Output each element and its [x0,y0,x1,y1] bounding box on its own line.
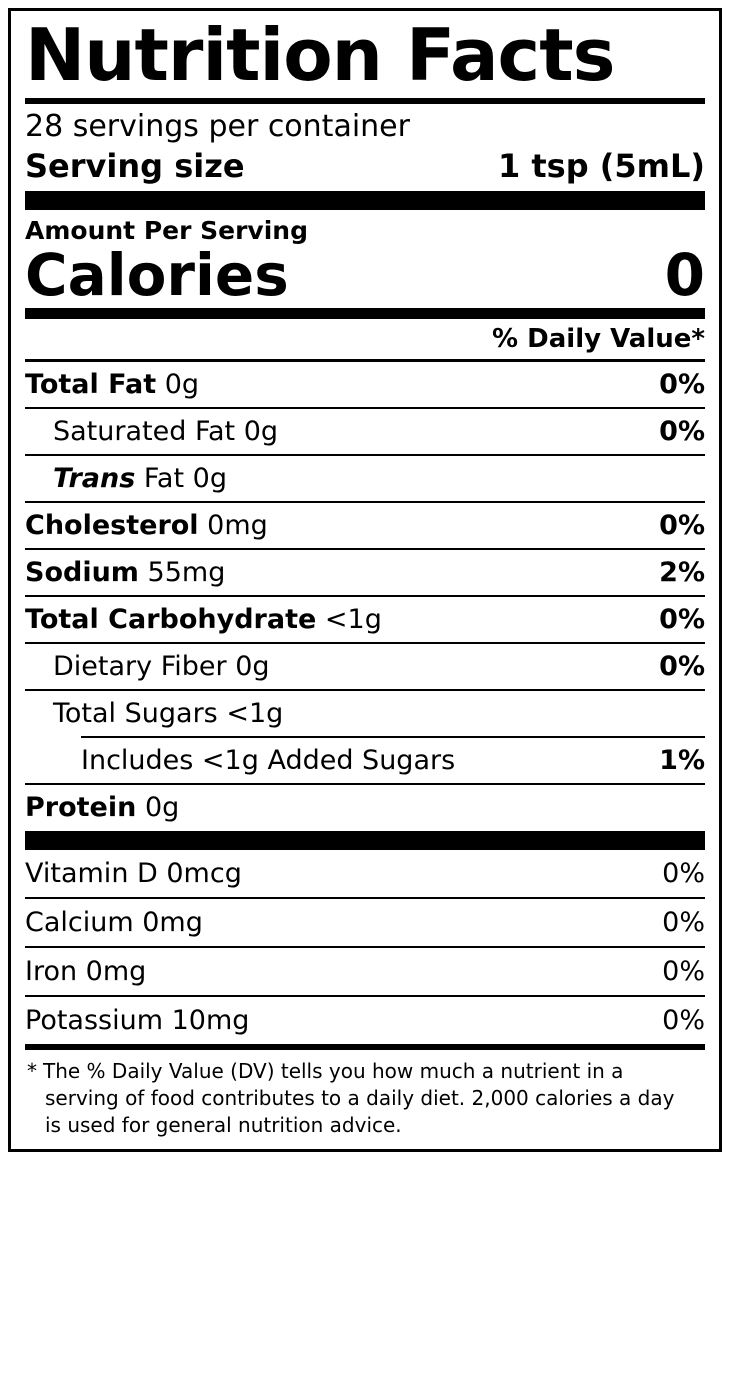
nutrient-row-sodium [25,548,705,595]
calories-row [25,240,705,309]
nutrient-row-protein [25,783,705,831]
nutrient-row-saturated-fat [25,407,705,454]
footnote-line-2: serving of food contributes to a daily diet. 2,000 calories a day [45,1085,675,1110]
nutrient-pct-added-sugars: 1% [659,744,705,776]
label-title: Nutrition Facts [25,13,615,97]
nutrient-row-total-sugars [25,689,705,736]
nutrient-row-cholesterol [25,501,705,548]
footnote [25,1050,705,1139]
divider-thick-vitamins [25,831,705,850]
nutrient-name-total-fat: Total Fat 0g [25,368,200,400]
serving-size-label: Serving size [25,146,245,185]
nutrient-name-dietary-fiber: Dietary Fiber 0g [53,650,270,682]
vitamin-pct-iron: 0% [662,955,705,987]
nutrient-row-trans-fat [25,454,705,501]
vitamin-row-potassium [25,995,705,1044]
nutrient-pct-cholesterol: 0% [659,509,705,541]
vitamin-pct-vitamin-d: 0% [662,857,705,889]
vitamin-row-calcium [25,897,705,946]
nutrition-facts-label [8,8,722,1152]
nutrient-name-protein: Protein 0g [25,791,180,823]
nutrient-pct-dietary-fiber: 0% [659,650,705,682]
nutrient-name-added-sugars: Includes <1g Added Sugars [81,744,456,776]
nutrient-row-total-carbohydrate [25,595,705,642]
footnote-line-1: * The % Daily Value (DV) tells you how much a nutrient in a [27,1058,624,1083]
vitamin-name-potassium: Potassium 10mg [25,1004,250,1036]
nutrient-name-trans-fat: Trans Fat 0g [53,462,227,494]
divider-under-calories [25,308,705,319]
vitamin-row-vitamin-d [25,850,705,897]
nutrient-name-total-carbohydrate: Total Carbohydrate <1g [25,603,382,635]
footnote-asterisk: * [27,1058,37,1083]
vitamin-name-calcium: Calcium 0mg [25,906,203,938]
nutrient-name-total-sugars: Total Sugars <1g [53,697,284,729]
footnote-line-3: is used for general nutrition advice. [45,1112,402,1137]
nutrient-pct-total-carbohydrate: 0% [659,603,705,635]
servings-per-container: 28 servings per container [25,109,410,145]
calories-value: 0 [664,240,705,309]
vitamin-pct-potassium: 0% [662,1004,705,1036]
vitamin-pct-calcium: 0% [662,906,705,938]
vitamin-row-iron [25,946,705,995]
nutrient-name-cholesterol: Cholesterol 0mg [25,509,268,541]
daily-value-header: % Daily Value* [492,323,705,354]
nutrient-name-saturated-fat: Saturated Fat 0g [53,415,279,447]
serving-size-value: 1 tsp (5mL) [497,146,705,185]
nutrient-row-dietary-fiber [25,642,705,689]
nutrient-row-total-fat [25,359,705,407]
vitamin-name-iron: Iron 0mg [25,955,147,987]
nutrient-row-added-sugars [81,736,705,783]
nutrient-pct-sodium: 2% [659,556,705,588]
serving-size-row [25,146,705,191]
nutrient-pct-saturated-fat: 0% [659,415,705,447]
nutrient-pct-total-fat: 0% [659,368,705,400]
amount-per-serving-label: Amount Per Serving [25,215,308,245]
calories-label: Calories [25,240,289,309]
nutrient-name-sodium: Sodium 55mg [25,556,226,588]
vitamin-name-vitamin-d: Vitamin D 0mcg [25,857,242,889]
divider-thick-top [25,191,705,210]
